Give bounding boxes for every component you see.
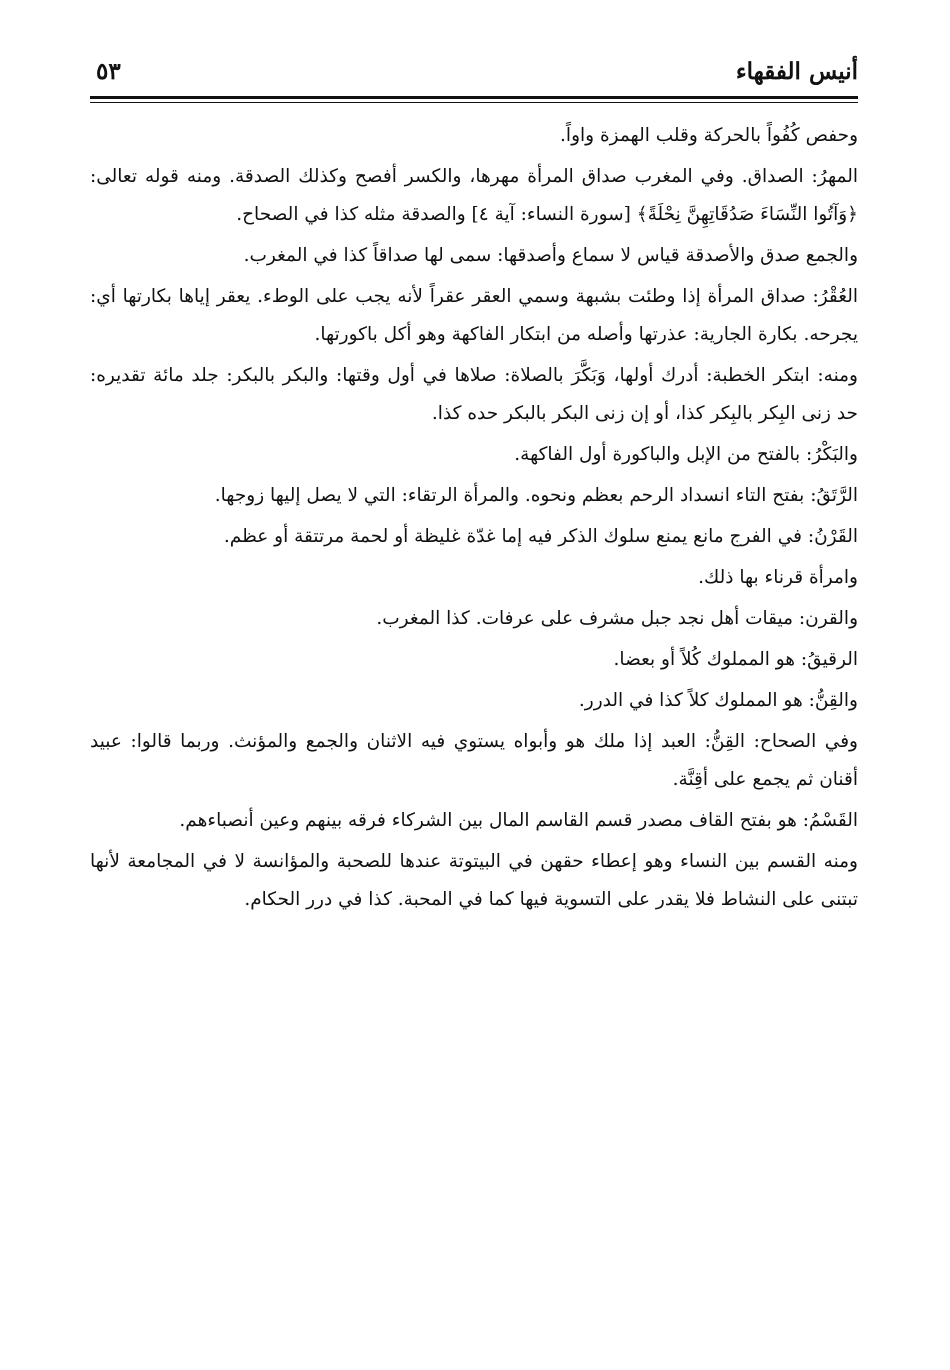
- paragraph: ومنه: ابتكر الخطبة: أدرك أولها، وَبَكَّرَ بالصلاة: صلاها في أول وقتها: والبكر بالبكر: جلد مائة تقديره: حد زنى البِكر بالبِكر كذا، أو إن زنى البكر بالبكر حده كذا.: [90, 365, 858, 424]
- page-header: [90, 52, 858, 92]
- paragraph: وفي الصحاح: القِنُّ: العبد إذا ملك هو وأبواه يستوي فيه الاثنان والجمع والمؤنث. وربما قالوا: عبيد أقنان ثم يجمع على أقِنَّة.: [90, 731, 858, 790]
- paragraph: والقرن: ميقات أهل نجد جبل مشرف على عرفات. كذا المغرب.: [376, 608, 858, 629]
- paragraph: القَسْمُ: هو بفتح القاف مصدر قسم القاسم المال بين الشركاء فرقه بينهم وعين أنصباءهم.: [179, 810, 858, 831]
- paragraph: العُقْرُ: صداق المرأة إذا وطئت بشبهة وسمي العقر عقراً لأنه يجب على الوطء. يعقر إياها بكارتها أي: يجرحه. بكارة الجارية: عذرتها وأصله من ابتكار الفاكهة وهو أكل باكورتها.: [90, 286, 858, 345]
- header-rule-thick: [90, 96, 858, 99]
- paragraph: وامرأة قرناء بها ذلك.: [698, 567, 858, 588]
- paragraph: الرَّتَقُ: بفتح التاء انسداد الرحم بعظم ونحوه. والمرأة الرتقاء: التي لا يصل إليها زوجها.: [214, 485, 858, 506]
- page-number: ٥٣: [96, 58, 121, 85]
- paragraph: والجمع صدق والأصدقة قياس لا سماع وأصدقها: سمى لها صداقاً كذا في المغرب.: [243, 245, 858, 266]
- paragraph: وحفص كُفُواً بالحركة وقلب الهمزة واواً.: [560, 125, 858, 146]
- paragraph: ومنه القسم بين النساء وهو إعطاء حقهن في البيتوتة عندها للصحبة والمؤانسة لا في المجامعة لأنها تبتنى على النشاط فلا يقدر على التسوية فيها كما في المحبة. كذا في درر الحكام.: [90, 851, 858, 910]
- paragraph: والقِنُّ: هو المملوك كلاً كذا في الدرر.: [578, 690, 858, 711]
- paragraph: والبَكْرُ: بالفتح من الإبل والباكورة أول الفاكهة.: [514, 444, 858, 465]
- header-rule-thin: [90, 102, 858, 103]
- paragraph: المهرُ: الصداق. وفي المغرب صداق المرأة مهرها، والكسر أفصح وكذلك الصدقة. ومنه قوله تعالى: ﴿وَآتُوا النِّسَاءَ صَدُقَاتِهِنَّ نِحْلَةً﴾ [سورة النساء: آية ٤] والصدقة مثله كذا في الصحاح.: [90, 166, 858, 225]
- paragraph: الرقيقُ: هو المملوك كُلاً أو بعضا.: [613, 649, 858, 670]
- paragraph: القَرْنُ: في الفرج مانع يمنع سلوك الذكر فيه إما غدّة غليظة أو لحمة مرتتقة أو عظم.: [223, 526, 858, 547]
- body-text: [90, 117, 858, 919]
- book-title: أنيس الفقهاء: [735, 58, 858, 85]
